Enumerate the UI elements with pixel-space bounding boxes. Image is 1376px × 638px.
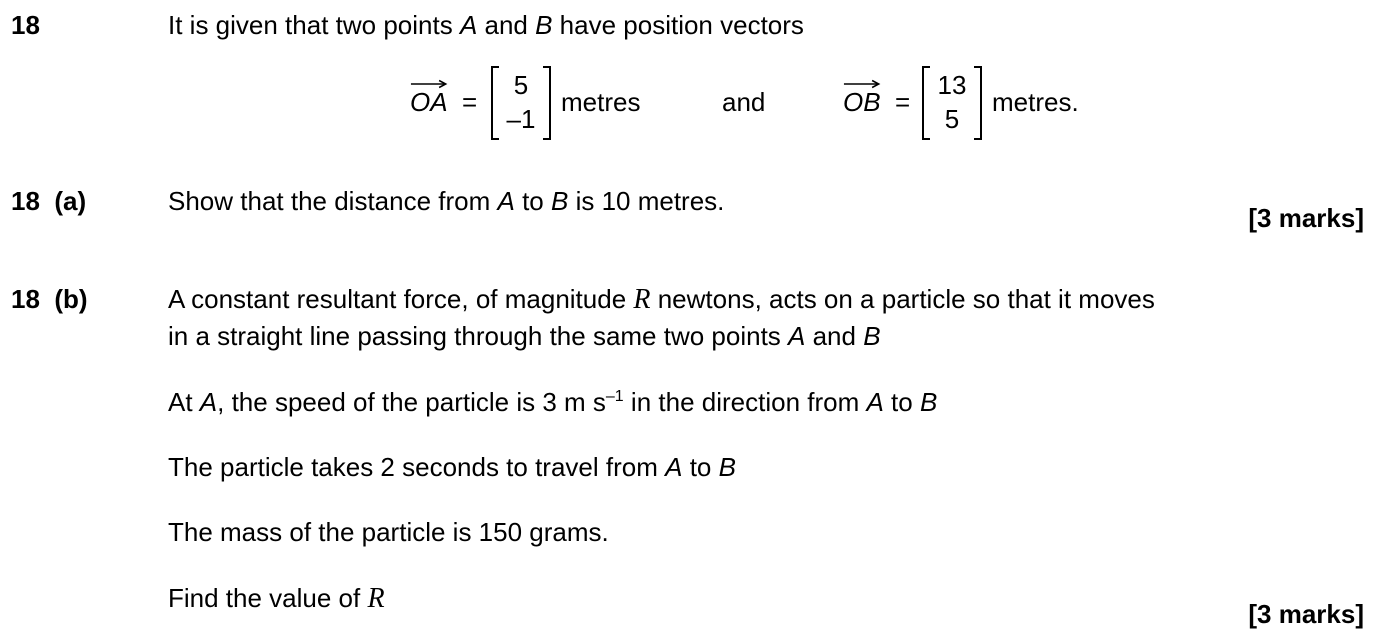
question-intro: [168, 12, 804, 38]
intro-text-post: have position vectors: [552, 10, 804, 40]
point-a: A: [665, 452, 683, 482]
vector-oa-equals: =: [462, 87, 478, 117]
part-b-mass: The mass of the particle is 150 grams.: [168, 517, 609, 547]
left-bracket: [491, 66, 499, 140]
unit-exponent: –1: [605, 388, 624, 405]
vector-ob-y: 5: [944, 104, 960, 134]
right-bracket: [974, 66, 982, 140]
part-b-letter: (b): [54, 284, 88, 314]
part-b-line-1: A constant resultant force, of magnitude R newtons, acts on a particle so that it moves: [168, 284, 1155, 315]
vector-ob-label: OB: [843, 89, 881, 115]
vector-ob-equals: =: [895, 87, 911, 117]
point-b: B: [718, 452, 736, 482]
vector-ob-x: 13: [937, 70, 967, 100]
right-bracket: [543, 66, 551, 140]
intro-text-pre: It is given that two points: [168, 10, 460, 40]
variable-r: R: [367, 583, 385, 614]
point-b: B: [919, 387, 938, 417]
vector-joiner: and: [722, 87, 766, 117]
vector-oa-label: OA: [410, 89, 448, 115]
point-b: B: [535, 10, 553, 40]
vector-oa-matrix: [491, 66, 551, 140]
vector-oa-x: 5: [513, 70, 529, 100]
vector-oa-y: –1: [506, 104, 536, 134]
part-a-text: Show that the distance from A to B is 10 metres.: [168, 186, 725, 216]
vector-arrow-icon: [843, 79, 881, 89]
vector-ob-unit: metres.: [992, 87, 1079, 117]
part-b-number: 18 (b): [11, 284, 88, 314]
part-a-number: 18 (a): [11, 186, 87, 216]
part-b-find: Find the value of R: [168, 583, 385, 614]
vector-ob-matrix: [922, 66, 982, 140]
part-b-line-2: in a straight line passing through the same two points A and B: [168, 321, 881, 351]
part-a-letter: (a): [54, 186, 87, 216]
part-b-marks: [3 marks]: [1248, 599, 1364, 629]
question-number: 18: [11, 10, 40, 40]
vector-oa-unit: metres: [561, 87, 641, 117]
part-a-marks: [3 marks]: [1248, 203, 1364, 233]
point-a: A: [788, 321, 806, 351]
left-bracket: [922, 66, 930, 140]
point-a: A: [497, 186, 515, 216]
part-b-speed: At A, the speed of the particle is 3 m $s^{-1}$ in the direction from A to B: [168, 387, 938, 417]
point-a: A: [199, 387, 218, 417]
point-b: B: [863, 321, 881, 351]
point-b: B: [551, 186, 569, 216]
vector-arrow-icon: [410, 79, 448, 89]
intro-text-mid: and: [477, 10, 536, 40]
variable-r: R: [633, 284, 651, 315]
point-a: A: [459, 10, 478, 40]
point-a: A: [866, 387, 884, 417]
part-b-time: The particle takes 2 seconds to travel from A to B: [168, 452, 736, 482]
